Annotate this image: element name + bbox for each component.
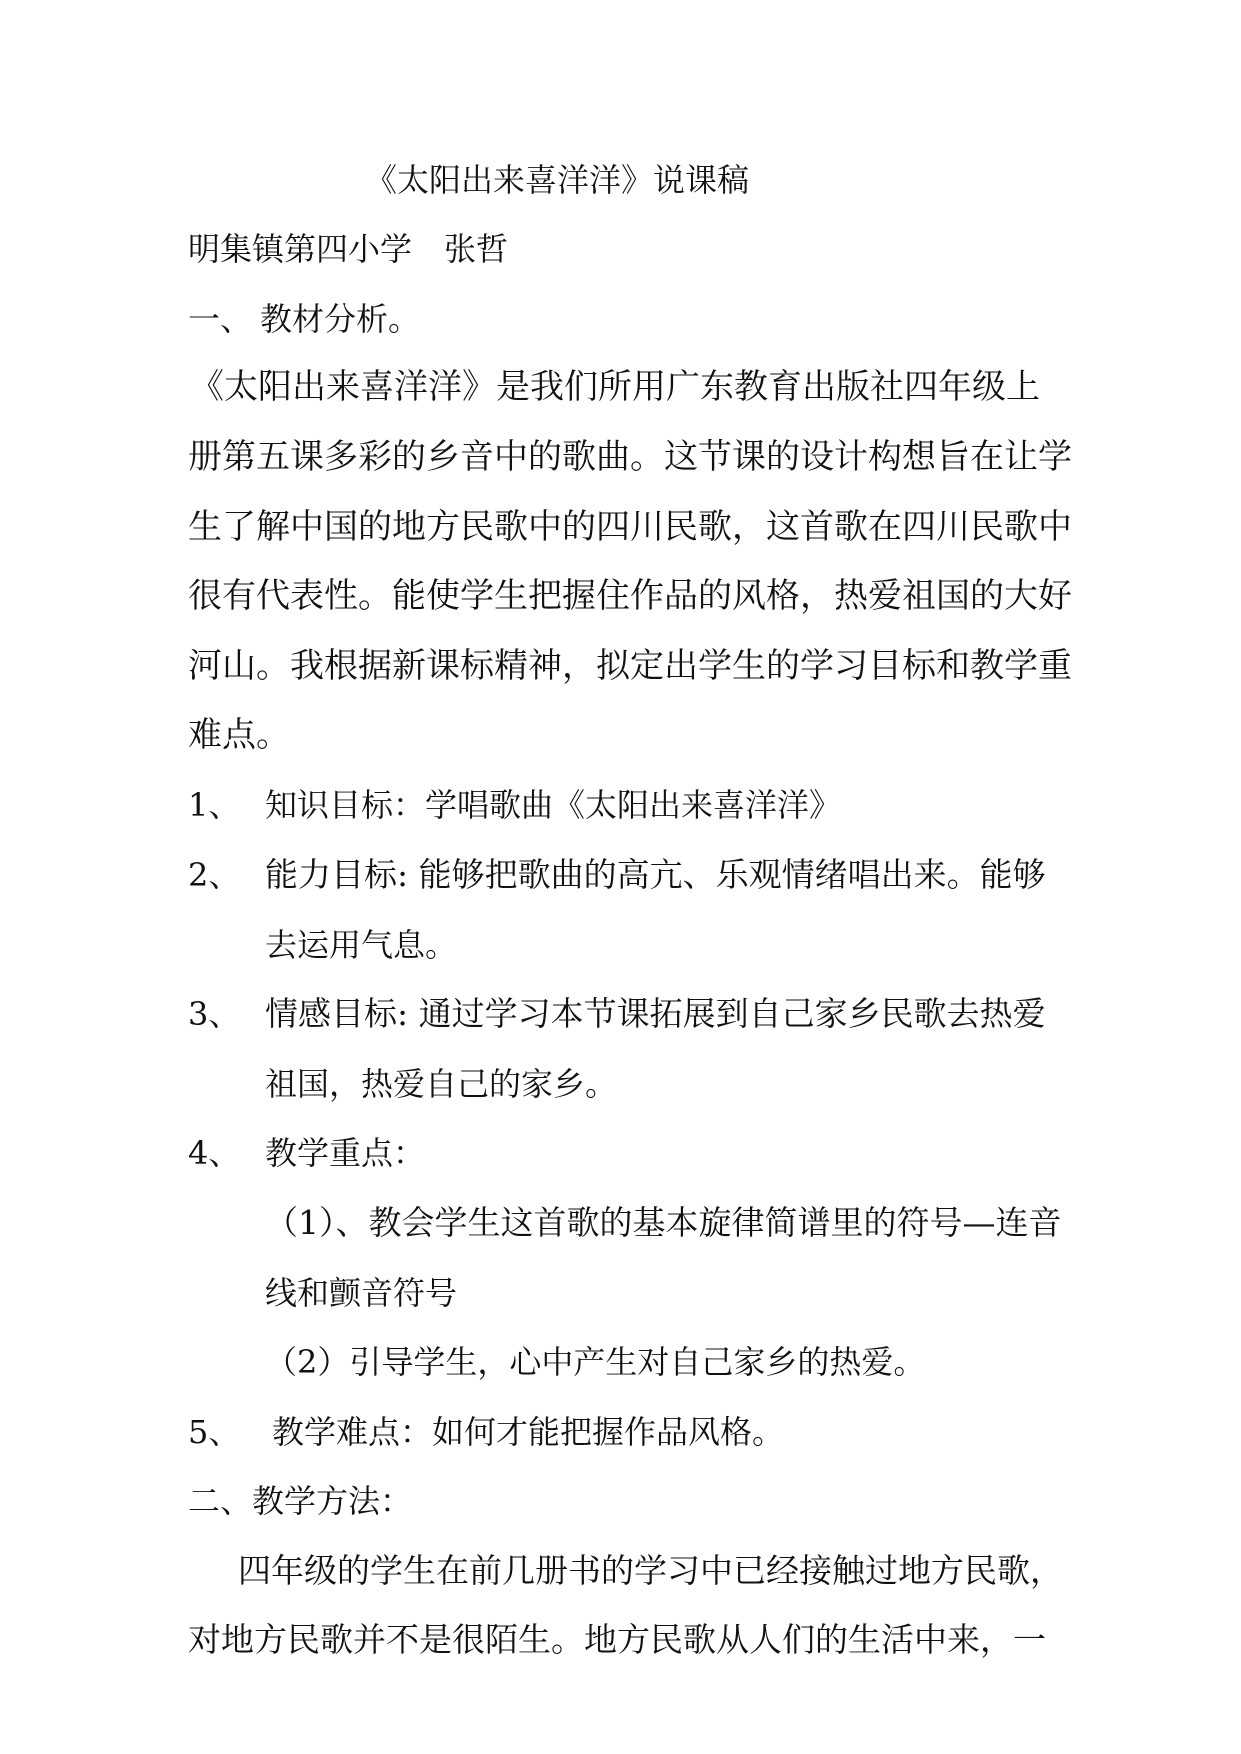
intro-line-6: 难点。 — [188, 715, 290, 755]
key-point-2: （2）引导学生，心中产生对自己家乡的热爱。 — [265, 1343, 926, 1381]
document-title: 《太阳出来喜洋洋》说课稿 — [365, 161, 750, 199]
key-point-1-line-2: 线和颤音符号 — [265, 1274, 458, 1312]
item-4-text: 教学重点： — [265, 1134, 426, 1172]
intro-line-2: 册第五课多彩的乡音中的歌曲。这节课的设计构想旨在让学 — [188, 437, 1072, 477]
author-line — [188, 229, 508, 269]
section2-heading: 二、教学方法： — [188, 1482, 413, 1520]
author-school: 明集镇第四小学 — [188, 230, 413, 268]
key-point-1-line-1: （1）、教会学生这首歌的基本旋律简谱里的符号—连音 — [265, 1203, 1062, 1242]
item-2-number: 2、 — [188, 856, 241, 894]
item-3-number: 3、 — [188, 995, 241, 1033]
item-2-text-line-2: 去运用气息。 — [265, 926, 458, 964]
intro-line-4: 很有代表性。能使学生把握住作品的风格，热爱祖国的大好 — [188, 576, 1072, 616]
section1-heading — [188, 299, 420, 339]
item-2-text-line-1: 能力目标: 能够把歌曲的高亢、乐观情绪唱出来。能够 — [265, 855, 1046, 894]
section2-line-1: 四年级的学生在前几册书的学习中已经接触过地方民歌， — [238, 1551, 1063, 1590]
section1-heading-number: 一、 — [188, 300, 253, 338]
item-3-text-line-1: 情感目标: 通过学习本节课拓展到自己家乡民歌去热爱 — [265, 994, 1046, 1033]
author-name: 张哲 — [444, 230, 509, 268]
intro-line-3: 生了解中国的地方民歌中的四川民歌，这首歌在四川民歌中 — [188, 507, 1072, 547]
section1-heading-text: 教材分析。 — [260, 300, 421, 338]
intro-line-5: 河山。我根据新课标精神，拟定出学生的学习目标和教学重 — [188, 646, 1072, 686]
item-1-number: 1、 — [188, 786, 241, 824]
intro-line-1: 《太阳出来喜洋洋》是我们所用广东教育出版社四年级上 — [190, 367, 1040, 407]
section2-line-2: 对地方民歌并不是很陌生。地方民歌从人们的生活中来，一 — [188, 1620, 1046, 1659]
item-4-number: 4、 — [188, 1134, 241, 1172]
item-5-number: 5、 — [188, 1413, 241, 1451]
item-5-text: 教学难点：如何才能把握作品风格。 — [272, 1413, 785, 1451]
item-3-text-line-2: 祖国，热爱自己的家乡。 — [265, 1065, 618, 1103]
item-1-text: 知识目标：学唱歌曲《太阳出来喜洋洋》 — [265, 786, 842, 824]
